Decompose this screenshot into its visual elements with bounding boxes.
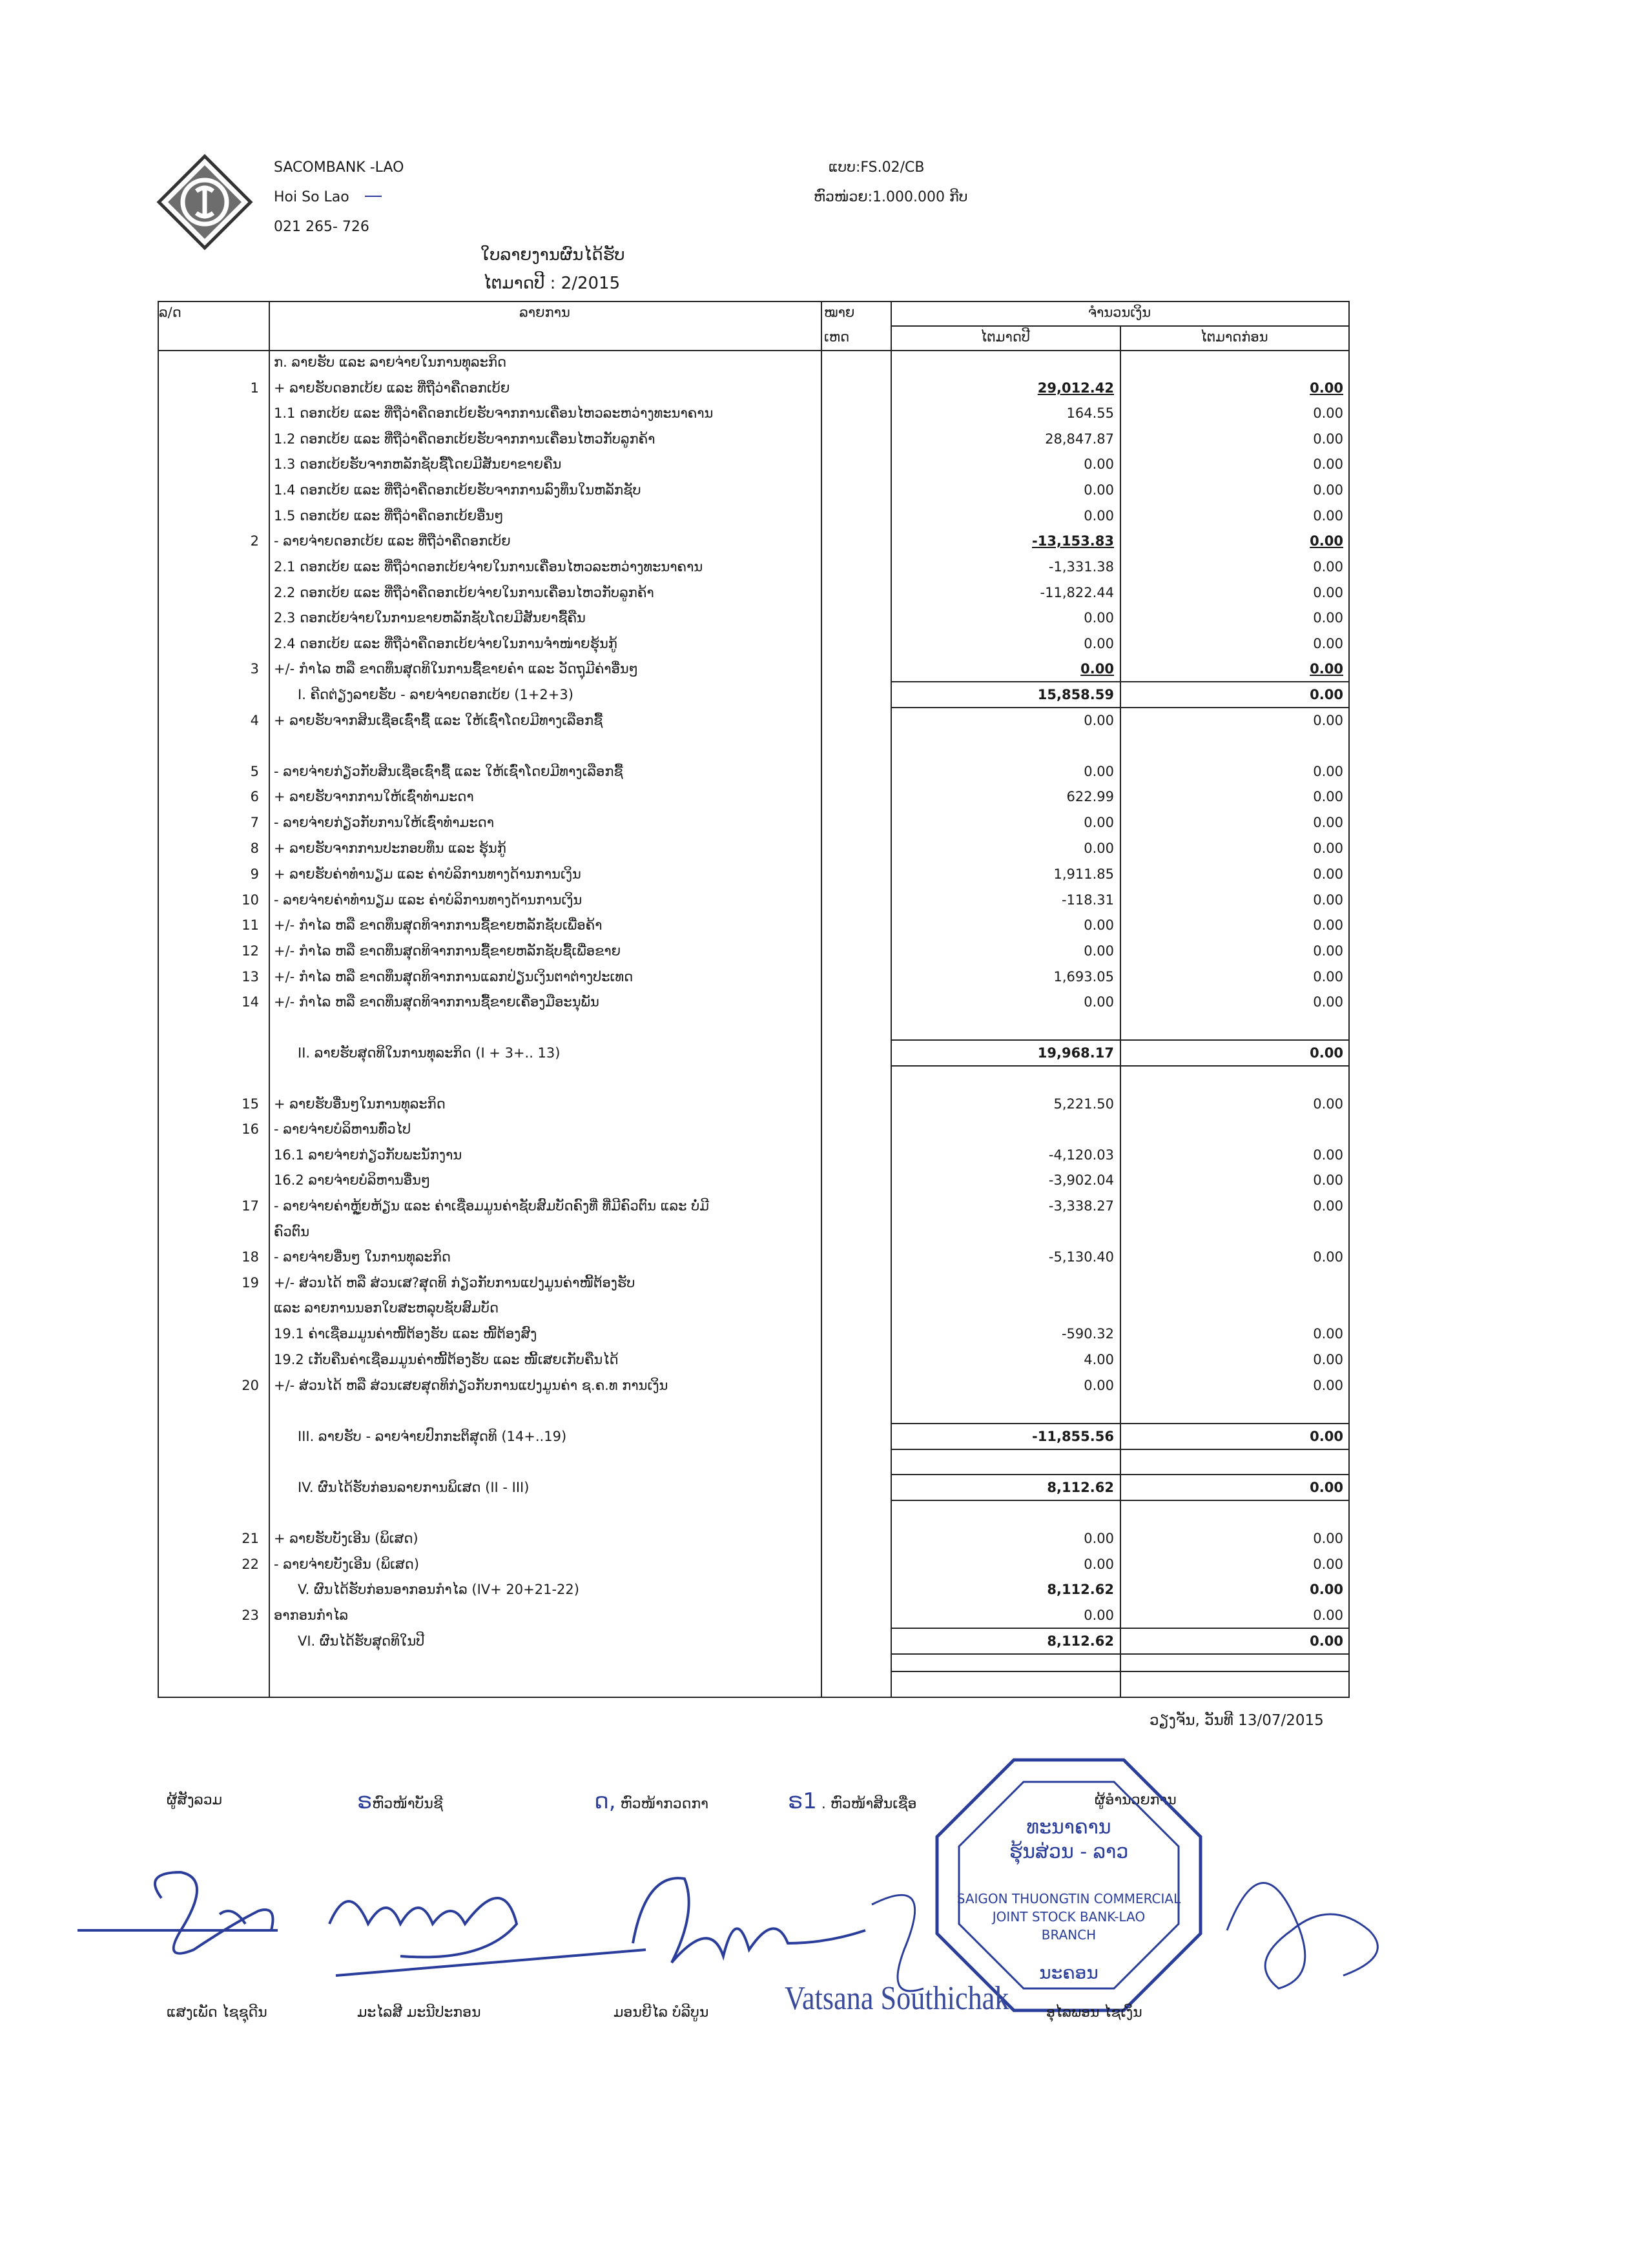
row-description: 19.2 ເກັບຄືນຄ່າເຊື່ອມມູນຄ່າໜີ້ຕ້ອງຮັບ ແລະ ໜີ້ເສຍເກັບຄືນໄດ້ — [274, 1352, 619, 1367]
table-row — [159, 1424, 1348, 1450]
value-current: 0.00 — [1080, 661, 1114, 677]
table-row — [159, 350, 1348, 376]
table-row — [159, 452, 1348, 478]
value-previous: 0.00 — [1310, 1045, 1343, 1061]
row-description: III. ລາຍຮັບ - ລາຍຈ່າຍປົກກະຕິສຸດທິ (14+..19) — [298, 1429, 567, 1444]
table-row — [159, 965, 1348, 990]
bank-logo — [156, 154, 253, 250]
role-director: ຜູ້ອຳນວຍການ — [1095, 1792, 1177, 1808]
value-previous: 0.00 — [1313, 1147, 1343, 1163]
value-previous: 0.00 — [1313, 969, 1343, 985]
value-current: 0.00 — [1084, 456, 1114, 472]
table-row — [159, 1347, 1348, 1373]
col-amount-header: ຈຳນວນເງິນ — [1088, 305, 1151, 320]
value-previous: 0.00 — [1313, 405, 1343, 421]
table-row — [159, 1168, 1348, 1194]
income-statement-table — [158, 301, 1350, 1698]
initial-mark: ຣ — [357, 1788, 373, 1814]
row-number: 16 — [242, 1121, 259, 1137]
value-previous: 0.00 — [1313, 482, 1343, 498]
table-row — [159, 1271, 1348, 1296]
table-row — [159, 1322, 1348, 1347]
value-previous: 0.00 — [1313, 508, 1343, 524]
value-current: 8,112.62 — [1047, 1582, 1114, 1597]
stamp-line-3: BRANCH — [1041, 1927, 1097, 1943]
row-description: 2.3 ດອກເບ້ຍຈ່າຍໃນການຂາຍຫລັກຊັບໂດຍມີສັນຍາຊື້ຄືນ — [274, 610, 586, 626]
value-previous: 0.00 — [1313, 1326, 1343, 1342]
value-current: 5,221.50 — [1053, 1096, 1114, 1112]
row-number: 3 — [250, 661, 259, 677]
row-description: 2.2 ດອກເບ້ຍ ແລະ ທີ່ຖືວ່າຄືດອກເບ້ຍຈ່າຍໃນການເຄື່ອນໄຫວກັບລູກຄ້າ — [274, 585, 654, 600]
row-number: 23 — [242, 1608, 259, 1623]
table-row — [159, 1526, 1348, 1552]
value-previous: 0.00 — [1313, 917, 1343, 933]
table-row — [159, 1603, 1348, 1629]
value-current: -11,822.44 — [1040, 585, 1114, 600]
signature-name-print: Vatsana Southichak — [785, 1980, 1009, 2017]
row-description: + ລາຍຮັບບັງເອີນ (ພິເສດ) — [274, 1531, 418, 1546]
row-description: 2.1 ດອກເບ້ຍ ແລະ ທີ່ຖືວ່າດອກເບ້ຍຈ່າຍໃນການເຄື່ອນໄຫວລະຫວ່າງທະນາຄານ — [274, 559, 703, 575]
row-number: 10 — [242, 892, 259, 908]
report-title: ໃບລາຍງານຜົນໄດ້ຮັບ — [480, 245, 625, 265]
svg-text:ນະຄອນ: ນະຄອນ — [1039, 1962, 1098, 1983]
row-description: - ລາຍຈ່າຍບັງເອີນ (ພິເສດ) — [274, 1557, 420, 1572]
row-description: +/- ກຳໄລ ຫລື ຂາດທຶນສຸດທິຈາກການຊື້ຂາຍເຄື່ອງມືອະນຸພັນ — [274, 994, 599, 1010]
value-current: 1,911.85 — [1053, 866, 1114, 882]
value-previous: 0.00 — [1313, 431, 1343, 447]
value-previous: 0.00 — [1313, 943, 1343, 959]
col-no-header: ລ/ດ — [159, 305, 181, 320]
bank-phone: 021 265- 726 — [274, 219, 369, 235]
row-description: 1.3 ດອກເບ້ຍຮັບຈາກຫລັກຊັບຊື້ໂດຍມີສັນຍາຂາຍຄືນ — [274, 456, 562, 472]
col-current-header: ໄຕມາດປີ — [980, 329, 1031, 345]
row-description: VI. ຜົນໄດ້ຮັບສຸດທິໃນປີ — [298, 1633, 425, 1649]
value-current: -4,120.03 — [1048, 1147, 1114, 1163]
value-current: 0.00 — [1084, 713, 1114, 728]
table-row — [159, 990, 1348, 1016]
value-previous: 0.00 — [1313, 789, 1343, 804]
table-row — [159, 939, 1348, 965]
initial-mark: ດ, — [594, 1788, 616, 1814]
table-row — [159, 708, 1348, 734]
value-current: 0.00 — [1084, 1557, 1114, 1572]
table-row — [159, 1577, 1348, 1603]
row-description: +/- ກຳໄລ ຫລື ຂາດທຶນສຸດທິຈາກການຊື້ຂາຍຫລັກຊັບເພື່ອຄ້າ — [274, 917, 603, 933]
initial-mark: ຣ1 — [788, 1788, 817, 1814]
role-chief-accountant: ຣຫົວໜ້າບັນຊີ — [357, 1788, 443, 1814]
row-description: + ລາຍຮັບຈາກການປະກອບທຶນ ແລະ ຮຸ້ນກູ້ — [274, 841, 506, 856]
value-previous: 0.00 — [1313, 815, 1343, 830]
row-number: 2 — [250, 533, 259, 549]
name-inspector: ມອນຍີໄລ ບໍລີບູນ — [614, 2005, 709, 2021]
row-description: + ລາຍຮັບຈາກການໃຫ້ເຊົ່າທຳມະດາ — [274, 789, 474, 804]
value-previous: 0.00 — [1313, 892, 1343, 908]
value-current: 0.00 — [1084, 764, 1114, 779]
signatures-drawing — [65, 1834, 1421, 2027]
value-current: 0.00 — [1084, 815, 1114, 830]
row-description: - ລາຍຈ່າຍກ່ຽວກັບການໃຫ້ເຊົ່າທຳມະດາ — [274, 815, 495, 830]
table-row — [159, 1143, 1348, 1169]
row-description: ແລະ ລາຍການນອກໃບສະຫລຸບຊັບສົມບັດ — [274, 1300, 499, 1316]
value-previous: 0.00 — [1310, 1480, 1343, 1495]
table-row — [159, 1629, 1348, 1655]
table-row — [159, 1475, 1348, 1501]
row-number: 20 — [242, 1378, 259, 1393]
row-number: 17 — [242, 1198, 259, 1214]
table-row — [159, 836, 1348, 862]
role-credit-head: ຣ1 . ຫົວໜ້າສິນເຊື່ອ — [788, 1788, 917, 1814]
row-number: 1 — [250, 380, 259, 396]
value-current: 8,112.62 — [1047, 1633, 1114, 1649]
value-previous: 0.00 — [1310, 1429, 1343, 1444]
row-description: + ລາຍຮັບດອກເບ້ຍ ແລະ ທີ່ຖືວ່າຄືດອກເບ້ຍ — [274, 380, 510, 396]
bank-branch: Hoi So Lao — [274, 189, 349, 205]
value-previous: 0.00 — [1313, 1172, 1343, 1188]
row-description: II. ລາຍຮັບສຸດທິໃນການທຸລະກິດ (I + 3+.. 13) — [298, 1045, 561, 1061]
value-current: 29,012.42 — [1037, 380, 1114, 396]
value-current: -3,902.04 — [1048, 1172, 1114, 1188]
value-previous: 0.00 — [1310, 533, 1343, 549]
table-row — [159, 1296, 1348, 1322]
row-description: 2.4 ດອກເບ້ຍ ແລະ ທີ່ຖືວ່າຄືດອກເບ້ຍຈ່າຍໃນການຈຳໜ່າຍຮຸ້ນກູ້ — [274, 636, 617, 651]
row-description: - ລາຍຈ່າຍຄ່າທຳນຽມ ແລະ ຄ່າບໍລິການທາງດ້ານການເງິນ — [274, 892, 583, 908]
row-description: I. ຄີດຕ່ຽງລາຍຮັບ - ລາຍຈ່າຍດອກເບ້ຍ (1+2+3) — [298, 687, 573, 702]
table-row — [159, 376, 1348, 402]
table-row — [159, 759, 1348, 785]
pen-mark — [365, 196, 382, 197]
table-row — [159, 401, 1348, 427]
row-number: 21 — [242, 1531, 259, 1546]
role-inspector: ດ, ຫົວໜ້າກວດກາ — [594, 1788, 708, 1814]
value-previous: 0.00 — [1313, 456, 1343, 472]
row-number: 19 — [242, 1275, 259, 1291]
table-row — [159, 888, 1348, 914]
row-description: + ລາຍຮັບຄ່າທຳນຽມ ແລະ ຄ່າບໍລິການທາງດ້ານການເງິນ — [274, 866, 581, 882]
value-current: -3,338.27 — [1048, 1198, 1114, 1214]
row-number: 4 — [250, 713, 259, 728]
value-previous: 0.00 — [1313, 866, 1343, 882]
value-previous: 0.00 — [1313, 713, 1343, 728]
value-current: 0.00 — [1084, 508, 1114, 524]
table-row — [159, 1245, 1348, 1271]
row-number: 13 — [242, 969, 259, 985]
row-description: - ລາຍຈ່າຍຄ່າຫຼູ້ຍຫ້ຽນ ແລະ ຄ່າເຊື່ອມມູນຄ່າຊັບສົມບັດຄົງທີ່ ທີ່ມີຄົວຕົນ ແລະ ບໍ່ມີ — [274, 1198, 710, 1214]
value-current: 622.99 — [1066, 789, 1114, 804]
row-number: 12 — [242, 943, 259, 959]
row-description: V. ຜົນໄດ້ຮັບກ່ອນອາກອນກຳໄລ (IV+ 20+21-22) — [298, 1582, 579, 1597]
row-number: 18 — [242, 1249, 259, 1265]
col-note-header-2: ເຫດ — [824, 329, 850, 345]
role-compiler: ຜູ້ສັງລວມ — [167, 1792, 223, 1808]
currency-unit: ຫົວໜ່ວຍ:1.000.000 ກີບ — [814, 189, 968, 205]
row-description: +/- ກຳໄລ ຫລື ຂາດທຶນສຸດທິໃນການຊື້ຂາຍຄຳ ແລະ ວັດຖຸມີຄ່າອື່ນໆ — [274, 661, 638, 677]
table-row — [159, 913, 1348, 939]
value-current: 4.00 — [1084, 1352, 1114, 1367]
value-current: 0.00 — [1084, 943, 1114, 959]
row-description: IV. ຜົນໄດ້ຮັບກ່ອນລາຍການພິເສດ (II - III) — [298, 1480, 530, 1495]
row-description: 1.1 ດອກເບ້ຍ ແລະ ທີ່ຖືວ່າຄືດອກເບ້ຍຮັບຈາກການເຄື່ອນໄຫວລະຫວ່າງທະນາຄານ — [274, 405, 714, 421]
row-number: 8 — [250, 841, 259, 856]
value-previous: 0.00 — [1313, 1198, 1343, 1214]
value-current: -11,855.56 — [1032, 1429, 1114, 1444]
name-compiler: ແສງເພັດ ໄຊຊຸດີນ — [167, 2005, 267, 2021]
row-description: + ລາຍຮັບຈາກສິນເຊື່ອເຊົ່າຊື້ ແລະ ໃຫ້ເຊົ່າໂດຍມີທາງເລືອກຊື້ — [274, 713, 603, 728]
row-number: 14 — [242, 994, 259, 1010]
value-previous: 0.00 — [1313, 1096, 1343, 1112]
row-description: 1.5 ດອກເບ້ຍ ແລະ ທີ່ຖືວ່າຄືດອກເບ້ຍອື່ນໆ — [274, 508, 504, 524]
row-number: 5 — [250, 764, 259, 779]
row-description: - ລາຍຈ່າຍອື່ນໆ ໃນການທຸລະກິດ — [274, 1249, 451, 1265]
table-row — [159, 1552, 1348, 1578]
value-previous: 0.00 — [1313, 585, 1343, 600]
value-current: -13,153.83 — [1032, 533, 1114, 549]
value-previous: 0.00 — [1313, 1249, 1343, 1265]
value-current: 0.00 — [1084, 1378, 1114, 1393]
value-previous: 0.00 — [1313, 764, 1343, 779]
row-number: 11 — [242, 917, 259, 933]
value-current: 15,858.59 — [1037, 687, 1114, 702]
value-current: -1,331.38 — [1048, 559, 1114, 575]
stamp-line-2: JOINT STOCK BANK-LAO — [992, 1909, 1146, 1925]
row-number: 22 — [242, 1557, 259, 1572]
value-previous: 0.00 — [1313, 994, 1343, 1010]
row-description: +/- ສ່ວນໄດ້ ຫລື ສ່ວນເສ?ສຸດທິ ກ່ຽວກັບການແປງມູນຄ່າໜີ້ຕ້ອງຮັບ — [274, 1275, 635, 1291]
value-previous: 0.00 — [1310, 661, 1343, 677]
value-current: 0.00 — [1084, 917, 1114, 933]
table-row — [159, 504, 1348, 529]
value-previous: 0.00 — [1313, 636, 1343, 651]
value-previous: 0.00 — [1313, 559, 1343, 575]
row-number: 9 — [250, 866, 259, 882]
value-current: -118.31 — [1061, 892, 1114, 908]
table-row — [159, 1117, 1348, 1143]
row-description: 16.2 ລາຍຈ່າຍບໍລິຫານອື່ນໆ — [274, 1172, 431, 1188]
value-current: 8,112.62 — [1047, 1480, 1114, 1495]
row-description: 1.2 ດອກເບ້ຍ ແລະ ທີ່ຖືວ່າຄືດອກເບ້ຍຮັບຈາກການເຄື່ອນໄຫວກັບລູກຄ້າ — [274, 431, 655, 447]
row-description: +/- ສ່ວນໄດ້ ຫລື ສ່ວນເສຍສຸດທິກ່ຽວກັບການແປງມູນຄ່າ ຊ.ຄ.ທ ການເງິນ — [274, 1378, 668, 1393]
svg-text:ຮຸ້ນສ່ວນ - ລາວ: ຮຸ້ນສ່ວນ - ລາວ — [1009, 1841, 1129, 1863]
value-current: -5,130.40 — [1048, 1249, 1114, 1265]
table-row — [159, 1041, 1348, 1067]
value-current: 164.55 — [1066, 405, 1114, 421]
col-previous-header: ໄຕມາດກ່ອນ — [1200, 329, 1268, 345]
row-description: - ລາຍຈ່າຍດອກເບ້ຍ ແລະ ທີ່ຖືວ່າຄືດອກເບ້ຍ — [274, 533, 511, 549]
table-row — [159, 631, 1348, 657]
table-row — [159, 862, 1348, 888]
svg-text:ທະນາຄານ: ທະນາຄານ — [1026, 1816, 1111, 1839]
table-row — [159, 1220, 1348, 1245]
form-code: ແບບ:FS.02/CB — [829, 159, 925, 176]
value-current: 0.00 — [1084, 994, 1114, 1010]
value-previous: 0.00 — [1313, 1378, 1343, 1393]
value-current: -590.32 — [1061, 1326, 1114, 1342]
row-description: ຄົວຕົນ — [274, 1224, 310, 1240]
table-row — [159, 1194, 1348, 1220]
row-description: +/- ກຳໄລ ຫລື ຂາດທຶນສຸດທິຈາກການຊື້ຂາຍຫລັກຊັບຊື້ເພື່ອຂາຍ — [274, 943, 621, 959]
value-current: 19,968.17 — [1037, 1045, 1114, 1061]
name-chief-accountant: ມະໄລສີ ມະນີປະກອນ — [357, 2005, 481, 2021]
row-description: + ລາຍຮັບອື່ນໆໃນການທຸລະກິດ — [274, 1096, 446, 1112]
row-number: 7 — [250, 815, 259, 830]
table-row — [159, 1092, 1348, 1118]
table-row — [159, 810, 1348, 836]
table-row — [159, 606, 1348, 631]
table-row — [159, 784, 1348, 810]
value-previous: 0.00 — [1310, 687, 1343, 702]
row-number: 6 — [250, 789, 259, 804]
table-row — [159, 555, 1348, 580]
value-previous: 0.00 — [1313, 610, 1343, 626]
value-previous: 0.00 — [1310, 1633, 1343, 1649]
row-description: ກ. ລາຍຮັບ ແລະ ລາຍຈ່າຍໃນການທຸລະກິດ — [274, 354, 507, 370]
value-previous: 0.00 — [1313, 1608, 1343, 1623]
row-description: 16.1 ລາຍຈ່າຍກ່ຽວກັບພະນັກງານ — [274, 1147, 462, 1163]
name-credit-head: ອຸໄລພອນ ໄຊເງິນ — [1046, 2005, 1142, 2021]
value-previous: 0.00 — [1313, 841, 1343, 856]
value-current: 0.00 — [1084, 636, 1114, 651]
value-current: 1,693.05 — [1053, 969, 1114, 985]
value-previous: 0.00 — [1313, 1352, 1343, 1367]
table-row — [159, 1373, 1348, 1399]
row-description: - ລາຍຈ່າຍກ່ຽວກັບສິນເຊື່ອເຊົ່າຊື້ ແລະ ໃຫ້ເຊົ່າໂດຍມີທາງເລືອກຊື້ — [274, 764, 623, 779]
place-date: ວຽງຈັນ, ວັນທີ 13/07/2015 — [1150, 1712, 1324, 1729]
col-item-header: ລາຍການ — [519, 305, 570, 320]
bank-name: SACOMBANK -LAO — [274, 159, 404, 176]
value-previous: 0.00 — [1313, 1557, 1343, 1572]
value-previous: 0.00 — [1310, 380, 1343, 396]
table-row — [159, 478, 1348, 504]
value-previous: 0.00 — [1310, 1582, 1343, 1597]
value-current: 0.00 — [1084, 841, 1114, 856]
value-current: 0.00 — [1084, 610, 1114, 626]
value-current: 0.00 — [1084, 1531, 1114, 1546]
value-current: 28,847.87 — [1045, 431, 1114, 447]
table-row — [159, 427, 1348, 453]
table-row — [159, 682, 1348, 708]
report-period: ໄຕມາດປີ : 2/2015 — [483, 274, 621, 293]
row-number: 15 — [242, 1096, 259, 1112]
row-description: - ລາຍຈ່າຍບໍລິຫານທົ່ວໄປ — [274, 1121, 411, 1137]
value-current: 0.00 — [1084, 1608, 1114, 1623]
row-description: +/- ກຳໄລ ຫລື ຂາດທຶນສຸດທິຈາກການແລກປ່ຽນເງິນຕາຕ່າງປະເທດ — [274, 969, 634, 985]
value-previous: 0.00 — [1313, 1531, 1343, 1546]
company-stamp — [933, 1756, 1204, 2014]
value-current: 0.00 — [1084, 482, 1114, 498]
table-row — [159, 657, 1348, 682]
stamp-line-1: SAIGON THUONGTIN COMMERCIAL — [956, 1891, 1181, 1906]
row-description: 1.4 ດອກເບ້ຍ ແລະ ທີ່ຖືວ່າຄືດອກເບ້ຍຮັບຈາກການລົງທຶນໃນຫລັກຊັບ — [274, 482, 641, 498]
col-note-header: ໝາຍ — [824, 305, 855, 320]
table-row — [159, 580, 1348, 606]
row-description: 19.1 ຄ່າເຊື່ອມມູນຄ່າໜີ້ຕ້ອງຮັບ ແລະ ໜີ້ຕ້ອງສົງ — [274, 1326, 537, 1342]
table-row — [159, 529, 1348, 555]
row-description: ອາກອນກຳໄລ — [274, 1608, 349, 1623]
